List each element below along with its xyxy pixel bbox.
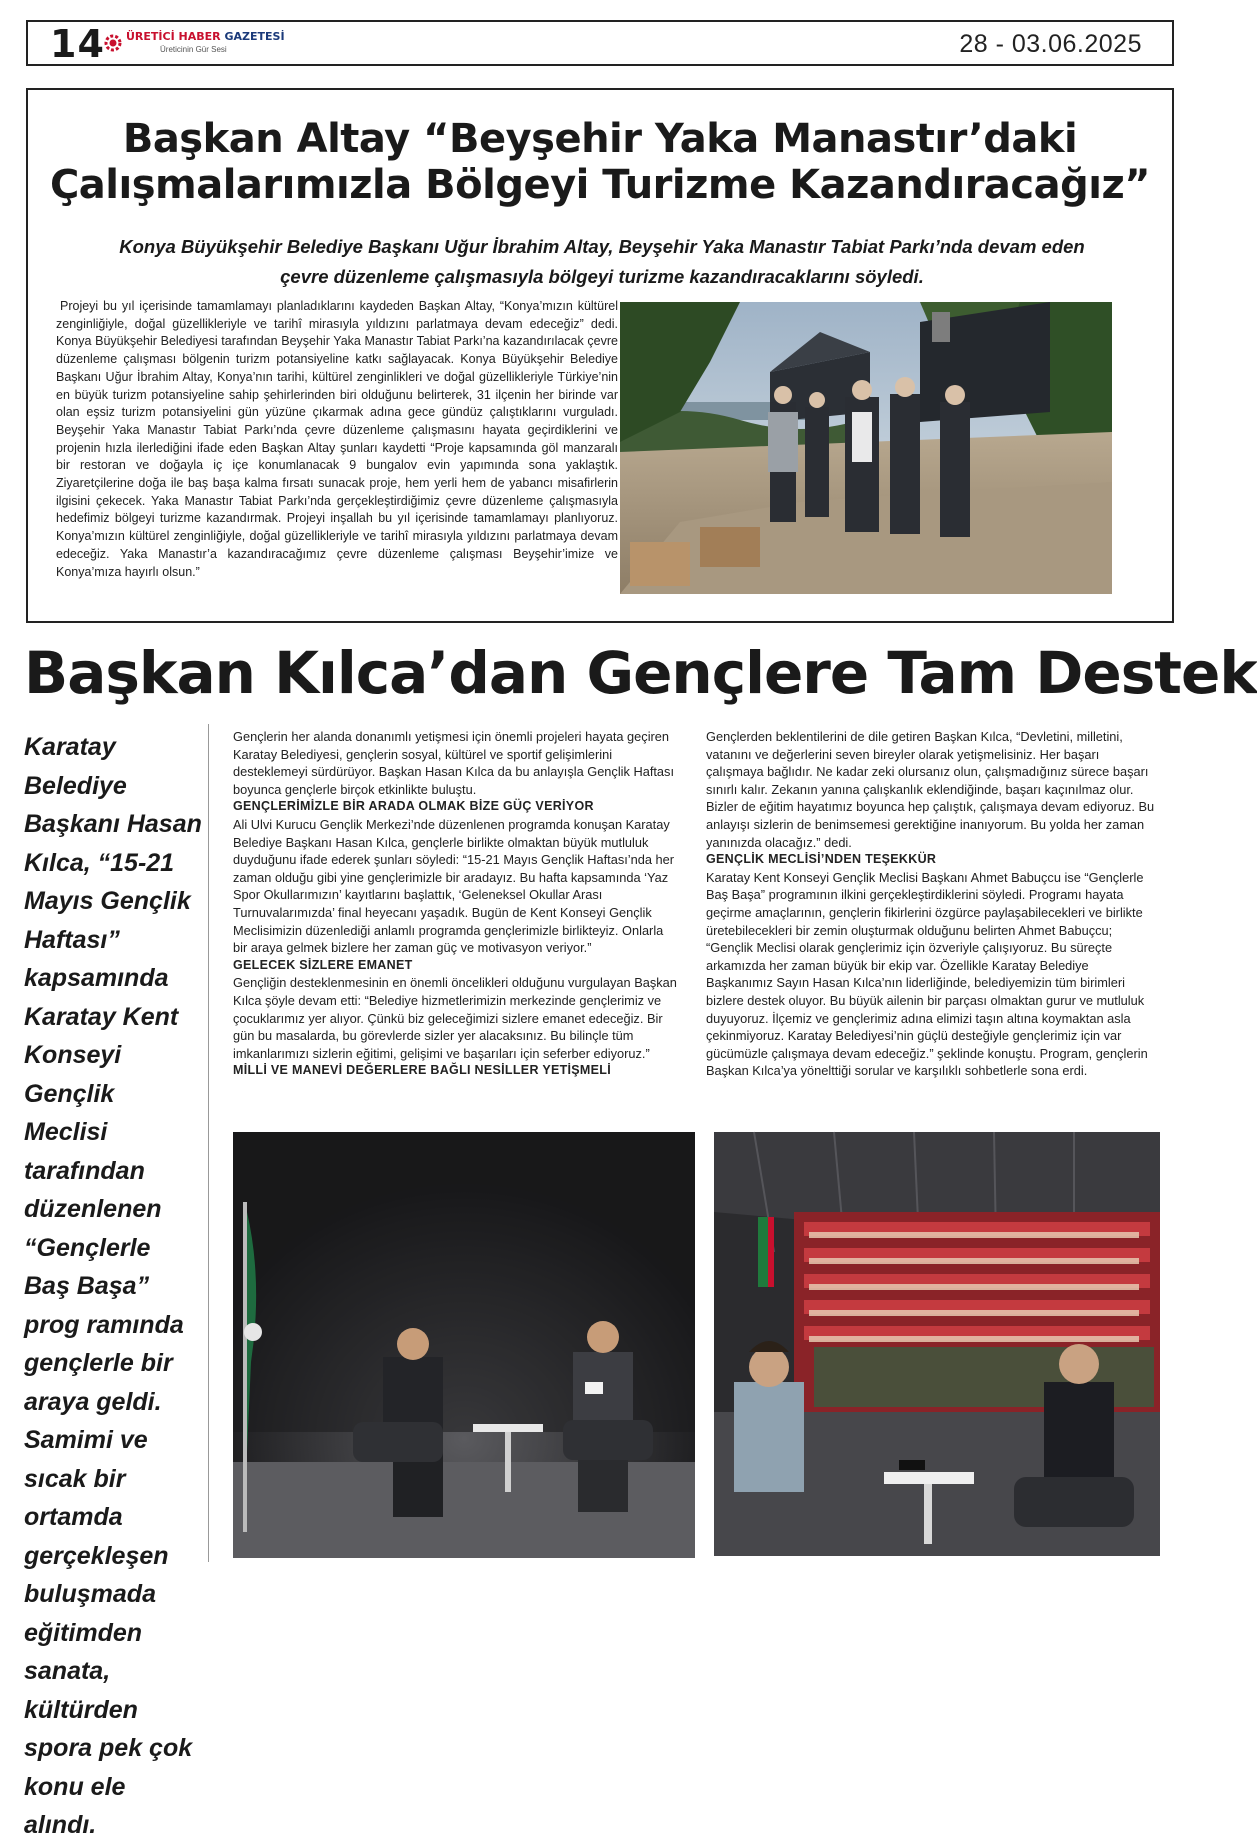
article2-column-1 <box>233 728 681 1080</box>
article2-headline: Başkan Kılca’dan Gençlere Tam Destek <box>24 639 1257 707</box>
article-altay <box>26 88 1174 623</box>
paragraph: Gençlerin her alanda donanımlı yetişmesi için önemli projeleri hayata geçiren Karatay Belediyesi, gençlerin sosyal, kültürel ve sportif gelişimlerini desteklemeyi sürdürüyor. Başkan Hasan Kılca da bu anlayışla Gençlik Haftası boyunca gençlerle birçok etkinlikte buluştu. <box>233 729 675 797</box>
photo-park-visit <box>620 302 1112 594</box>
newspaper-logo <box>102 28 285 62</box>
photo-stage-talk <box>233 1132 695 1558</box>
paragraph: Ali Ulvi Kurucu Gençlik Merkezi’nde düzenlenen programda konuşan Karatay Belediye Başkanı Hasan Kılca, gençlerle birlikte olmaktan büyük mutluluk duyduğunu ifade ederek şunları söyledi: “15-21 Mayıs Gençlik Haftası’nda her zaman olduğu gibi yine gençlerimizle bir aradayız. Bu hafta kapsamında ‘Yaz Spor Okullarımızın’ kayıtlarını başlattık, ‘Geleneksel Okullar Arası Turnuvalarımızda’ final heyecanı yaşadık. Bugün de Kent Konseyi Gençlik Meclisimizin düzenlediği anlamlı programda gençlerimizle birlikteyiz. Onlarla bir araya gelmek bizlere her zaman güç ve motivasyon veriyor.” <box>233 816 675 956</box>
paragraph: Gençlerden beklentilerini de dile getiren Başkan Kılca, “Devletini, milletini, vatanını ve değerlerini seven bireyler olarak yetişmelisiniz. Her başarı çalışmaya bağlıdır. Ne kadar zeki olursanız olun, çalışmadığınız sürece başarı sınırlı kalır. Zekanın yanına çalışkanlık eklendiğinde, başarı kaçınılmaz olur. Bizler de eğitim hayatımız boyunca hep çalıştık, çalışmaya devam ediyoruz. Bu anlayışı sizlerin de benimsemesi gerektiğine inanıyorum. Bu yolda her zaman yanınızda olacağız.” dedi. <box>706 729 1155 850</box>
subheading: GELECEK SİZLERE EMANET <box>233 957 413 972</box>
article-headline: Başkan Altay “Beyşehir Yaka Manastır’daki Çalışmalarımızla Bölgeyi Turizme Kazandıracağız” <box>49 116 1151 208</box>
column-divider <box>208 724 209 1562</box>
article-body: Projeyi bu yıl içerisinde tamamlamayı planladıklarını kaydeden Başkan Altay, “Konya’mızın kültürel zenginliğiyle, doğal güzellikleriyle ve tarihî mirasıyla yıldızını parlatmaya devam edeceğiz” dedi. Konya Büyükşehir Belediyesi tarafından Beyşehir Yaka Manastır Tabiat Parkı’na kazandırılacak çevre düzenleme çalışması bölgenin turizm potansiyeline katkı sağlayacak. Konya Büyükşehir Belediye Başkanı Uğur İbrahim Altay, Konya’nın tarihi, kültürel zenginlikleri ve doğal güzellikleriyle Türkiye’nin en büyük turizm potansiyeline sahip şehirlerinden biri olduğunu belirterek, 31 ilçenin her birinde var olan eşsiz turizm potansiyelini gün yüzüne çıkarmak adına gece gündüz çalıştıklarını vurguladı. Beyşehir Yaka Manastır Tabiat Parkı’nda çevre düzenleme çalışmasını hayata geçirdiklerini ve projenin hızla ilerlediğini ifade eden Başkan Altay şunları kaydetti “Proje kapsamında göl manzaralı bir restoran ve doğayla iç içe konumlanacak 9 bungalov evin yapımında sona yaklaştık. Ziyaretçilerine doğa ile baş başa kalma fırsatı sunacak proje, hem yerli hem de yabancı misafirlerin ilgisini çekecek. Yaka Manastır Tabiat Parkı’nda gerçekleştirdiğimiz çevre düzenleme çalışmasıyla hedefimiz bölgeyi turizme kazandırmak. Projeyi inşallah bu yıl içerisinde tamamlamayı planlıyoruz. Konya’mızın kültürel zenginliğiyle, doğal güzellikleriyle ve tarihî mirasıyla yıldızını parlatmaya devam edeceğiz. Yaka Manastır’a kazandıracağımız çevre düzenleme çalışması Beyşehir’imize ve Konya’mıza hayırlı olsun.” <box>56 299 618 579</box>
article2-column-2 <box>706 728 1158 1080</box>
page-number: 14 <box>50 22 105 66</box>
logo-brand: ÜRETİCİ HABER GAZETESİ <box>126 30 285 43</box>
photo-auditorium <box>714 1132 1160 1556</box>
subheading: MİLLİ VE MANEVİ DEĞERLERE BAĞLI NESİLLER YETİŞMELİ <box>233 1063 611 1078</box>
subheading: GENÇLERİMİZLE BİR ARADA OLMAK BİZE GÜÇ VERİYOR <box>233 799 594 814</box>
logo-tagline: Üreticinin Gür Sesi <box>160 45 227 54</box>
gear-icon <box>102 32 124 54</box>
paragraph: Gençliğin desteklenmesinin en önemli öncelikleri olduğunu vurgulayan Başkan Kılca şöyle devam etti: “Belediye hizmetlerimizin merkezinde gençlerimiz ve çocuklarımız yer alıyor. Çünkü biz geleceğimizi sizlere emanet edeceğiz. Bir gün bu masalarda, bu görevlerde sizler yer alacaksınız. Bu bilinçle tüm imkanlarımızı sizlerin eğitimi, gelişimi ve başarıları için seferber ediyoruz.” <box>233 975 677 1061</box>
subheading: GENÇLİK MECLİSİ’NDEN TEŞEKKÜR <box>706 852 937 867</box>
page-header <box>26 20 1174 66</box>
paragraph: Karatay Kent Konseyi Gençlik Meclisi Başkanı Ahmet Babuçcu ise “Gençlerle Baş Başa” programının ilkini gerçekleştirdiklerini söyledi. Programı hayata geçirme amaçlarının, gençlerin fikirlerini özgürce paylaşabilecekleri ve birlikte üretebilecekleri bir zemin oluşturmak olduğunu belirten Ahmet Babuçcu; “Gençlik Meclisi olarak gençlerimiz için özveriyle çalışıyoruz. Bu süreçte arkamızda her zaman büyük bir ekip var. Özellikle Karatay Belediye Başkanımız Sayın Hasan Kılca’nın liderliğinde, belediyemizin tüm birimleri bizlere destek oluyor. Bu büyük ailenin bir parçası olmaktan gurur ve mutluluk duyuyoruz. İlçemiz ve gençlerimiz adına elimizi taşın altına koymaktan asla çekinmiyoruz. Karatay Belediyesi’nin güçlü desteğiyle gençlerimiz için var gücümüzle çalışmaya devam edeceğiz.” şeklinde konuştu. Program, gençlerin Başkan Kılca’ya yönelttiği sorular ve karşılıklı sohbetlerle sona erdi. <box>706 869 1148 1079</box>
article-lead: Konya Büyükşehir Belediye Başkanı Uğur İbrahim Altay, Beyşehir Yaka Manastır Tabiat Parkı’nda devam eden çevre düzenleme çalışmasıyla bölgeyi turizme kazandıracaklarını söyledi. <box>119 236 1085 287</box>
article2-lead: Karatay Belediye Başkanı Hasan Kılca, “15-21 Mayıs Gençlik Haftası” kapsamında Karatay Kent Konseyi Gençlik Meclisi tarafından düzenlenen “Gençlerle Baş Başa” prog ramında gençlerle bir araya geldi. Samimi ve sıcak bir ortamda gerçekleşen buluşmada eğitimden sanata, kültürden spora pek çok konu ele alındı. <box>24 733 202 1839</box>
issue-date: 28 - 03.06.2025 <box>959 30 1142 58</box>
